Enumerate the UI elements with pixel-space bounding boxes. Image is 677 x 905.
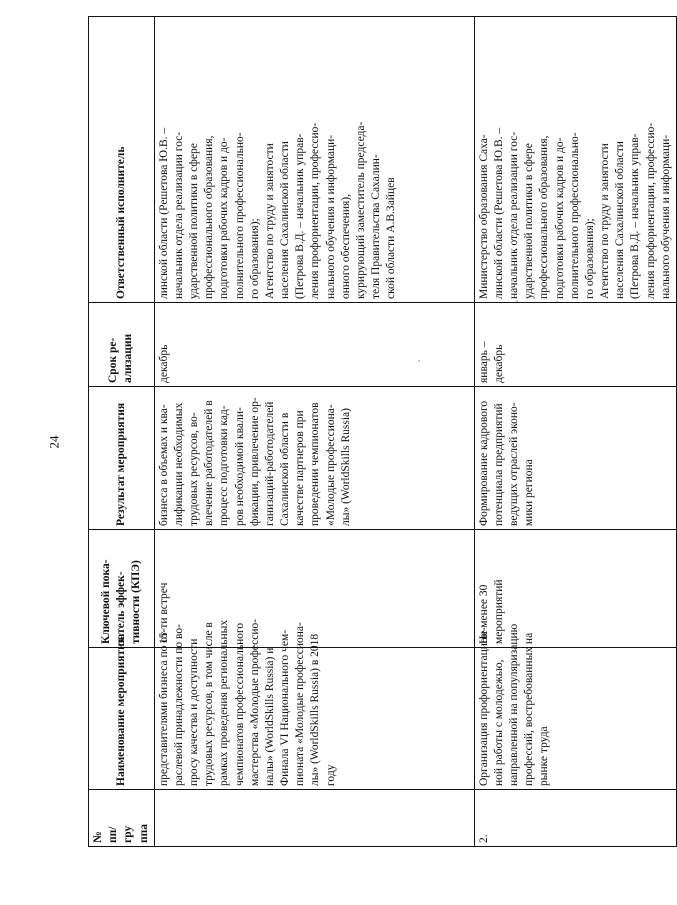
header-result bbox=[89, 387, 155, 530]
text-line: проведении чемпионатов bbox=[309, 402, 322, 526]
text-line: мастерства «Молодые профессио- bbox=[248, 618, 261, 786]
text-line: (Петрова В.Д. – начальник управ- bbox=[629, 133, 642, 299]
text-line: бизнеса в объемах и ква- bbox=[157, 404, 170, 526]
cell-kpi bbox=[474, 530, 676, 648]
text-line: качестве партнеров при bbox=[294, 410, 307, 526]
text-line: 15-ти встреч bbox=[157, 582, 170, 644]
text-line: ударственной политики в сфере bbox=[188, 143, 201, 299]
text-line: направленной на популяризацию bbox=[508, 623, 521, 786]
cell-activity-name bbox=[474, 623, 676, 790]
text-line: ударственной политики в сфере bbox=[523, 143, 536, 299]
text-line: ления профориентации, профессио- bbox=[309, 122, 322, 299]
cell-term bbox=[154, 303, 474, 387]
cell-responsible bbox=[154, 17, 474, 303]
text-line: ведущих отраслей эконо- bbox=[508, 402, 521, 526]
cell-number: 2. bbox=[474, 790, 676, 847]
text-line: полнительного профессионально- bbox=[568, 132, 581, 299]
text-line: представителями бизнеса по от- bbox=[157, 628, 170, 786]
cell-result bbox=[154, 387, 474, 530]
text-line: ской области А.В.Зайцев bbox=[385, 177, 398, 299]
text-line: ганизаций-работодателей bbox=[263, 401, 276, 526]
rotated-table-area bbox=[88, 59, 672, 847]
text-line: нального обучения и информаци- bbox=[324, 134, 337, 299]
text-line: профессионального образования, bbox=[203, 135, 216, 299]
header-number bbox=[89, 790, 155, 847]
text-line: декабрь bbox=[157, 344, 170, 383]
text-line: ппа bbox=[137, 823, 150, 843]
text-line: гру bbox=[122, 825, 135, 843]
text-line: № bbox=[92, 831, 104, 843]
text-line: трудовых ресурсов, в том числе в bbox=[203, 622, 216, 786]
table-row bbox=[474, 17, 676, 847]
rotated-table-wrapper bbox=[88, 59, 672, 847]
text-line: теля Правительства Сахалин- bbox=[370, 154, 383, 299]
text-line: Министерство образования Саха- bbox=[477, 134, 490, 299]
text-line: населения Сахалинской области bbox=[279, 141, 292, 299]
cell-activity-name bbox=[154, 618, 474, 790]
text-line: ров необходимой квали- bbox=[233, 407, 246, 526]
text-line: фикации, привлечение ор- bbox=[248, 397, 261, 526]
scan-speck bbox=[516, 300, 518, 302]
text-line: январь – bbox=[477, 341, 490, 383]
text-line: лы» (WorldSkills Russia) в 2018 bbox=[309, 633, 322, 786]
cell-term bbox=[474, 303, 676, 387]
text-line: Финала VI Национального чем- bbox=[279, 629, 292, 786]
text-line: го образования); bbox=[248, 218, 261, 299]
text-line: профессий, востребованных на bbox=[523, 632, 536, 786]
cell-result bbox=[474, 387, 676, 530]
text-line: ной работы с молодежью, bbox=[492, 659, 505, 786]
cell-number bbox=[154, 790, 474, 847]
text-line: Результат мероприятия bbox=[114, 402, 127, 526]
header-activity-name bbox=[89, 637, 155, 790]
text-line: лификации необходимых bbox=[172, 402, 185, 526]
text-line: начальник отдела реализации гос- bbox=[172, 131, 185, 299]
text-line: влечение работодателей в bbox=[203, 400, 216, 526]
text-line: Формирование кадрового bbox=[477, 400, 490, 526]
text-line: онного обеспечения), bbox=[339, 194, 352, 299]
text-line: нального обучения и информаци- bbox=[659, 134, 672, 299]
text-line: лы» (WorldSkills Russia) bbox=[339, 408, 352, 526]
text-line: «Молодые профессиона- bbox=[324, 404, 337, 526]
text-line: профессионального образования, bbox=[538, 135, 551, 299]
text-line: го образования); bbox=[583, 218, 596, 299]
text-line: линской области (Решетова Ю.В. – bbox=[492, 127, 505, 299]
text-line: тивности (КПЭ) bbox=[129, 560, 142, 644]
text-line: подготовки рабочих кадров и до- bbox=[553, 137, 566, 299]
text-line: Не менее 30 bbox=[477, 584, 490, 644]
text-line: ления профориентации, профессио- bbox=[644, 122, 657, 299]
scan-speck bbox=[418, 360, 420, 362]
text-line: трудовых ресурсов, во- bbox=[188, 412, 201, 526]
text-line: подготовки рабочих кадров и до- bbox=[218, 137, 231, 299]
text-line: линской области (Решетова Ю.В. – bbox=[157, 127, 170, 299]
page-number: 24 bbox=[46, 435, 62, 449]
text-line: году bbox=[324, 764, 337, 786]
text-line: полнительного профессионально- bbox=[233, 132, 246, 299]
text-line: населения Сахалинской области bbox=[614, 141, 627, 299]
header-kpi bbox=[89, 530, 155, 648]
text-line: Сахалинской области в bbox=[279, 412, 292, 526]
text-line: пионата «Молодые профессиона- bbox=[294, 622, 307, 786]
text-line: (Петрова В.Д. – начальник управ- bbox=[294, 133, 307, 299]
text-line: Ключевой пока- bbox=[99, 559, 112, 644]
text-line: Ответственный исполнитель bbox=[114, 146, 127, 299]
text-line: курирующий заместитель председа- bbox=[354, 121, 367, 299]
text-line: потенциала предприятий bbox=[492, 403, 505, 526]
text-line: затель эффек- bbox=[114, 571, 127, 644]
scan-speck bbox=[556, 300, 558, 302]
cell-responsible bbox=[474, 17, 676, 303]
text-line: рынке труда bbox=[538, 726, 551, 786]
activities-table bbox=[88, 16, 677, 847]
text-line: просу качества и доступности bbox=[188, 638, 201, 786]
table-header-row bbox=[89, 17, 155, 847]
text-line: рамках проведения региональных bbox=[218, 619, 231, 786]
text-line: Срок ре- bbox=[107, 337, 120, 383]
text-line: мероприятий bbox=[492, 579, 505, 644]
text-line: декабрь bbox=[492, 344, 505, 383]
text-line: мики региона bbox=[523, 459, 536, 526]
header-term bbox=[89, 303, 155, 387]
text-line: налы» (WorldSkills Russia) и bbox=[263, 647, 276, 786]
table-row bbox=[154, 17, 474, 847]
text-line: пп/ bbox=[107, 826, 120, 843]
text-line: Агентство по труду и занятости bbox=[599, 143, 612, 299]
text-line: чемпионатов профессионального bbox=[233, 622, 246, 786]
text-line: Организация профориентацион- bbox=[477, 627, 490, 786]
text-line: Наименование мероприятия bbox=[114, 637, 127, 786]
text-line: процесс подготовки кад- bbox=[218, 405, 231, 526]
header-responsible bbox=[89, 17, 155, 303]
text-line: раслевой принадлежности по во- bbox=[172, 624, 185, 786]
text-line: начальник отдела реализации гос- bbox=[508, 131, 521, 299]
text-line: ализации bbox=[122, 333, 135, 383]
text-line: Агентство по труду и занятости bbox=[263, 143, 276, 299]
